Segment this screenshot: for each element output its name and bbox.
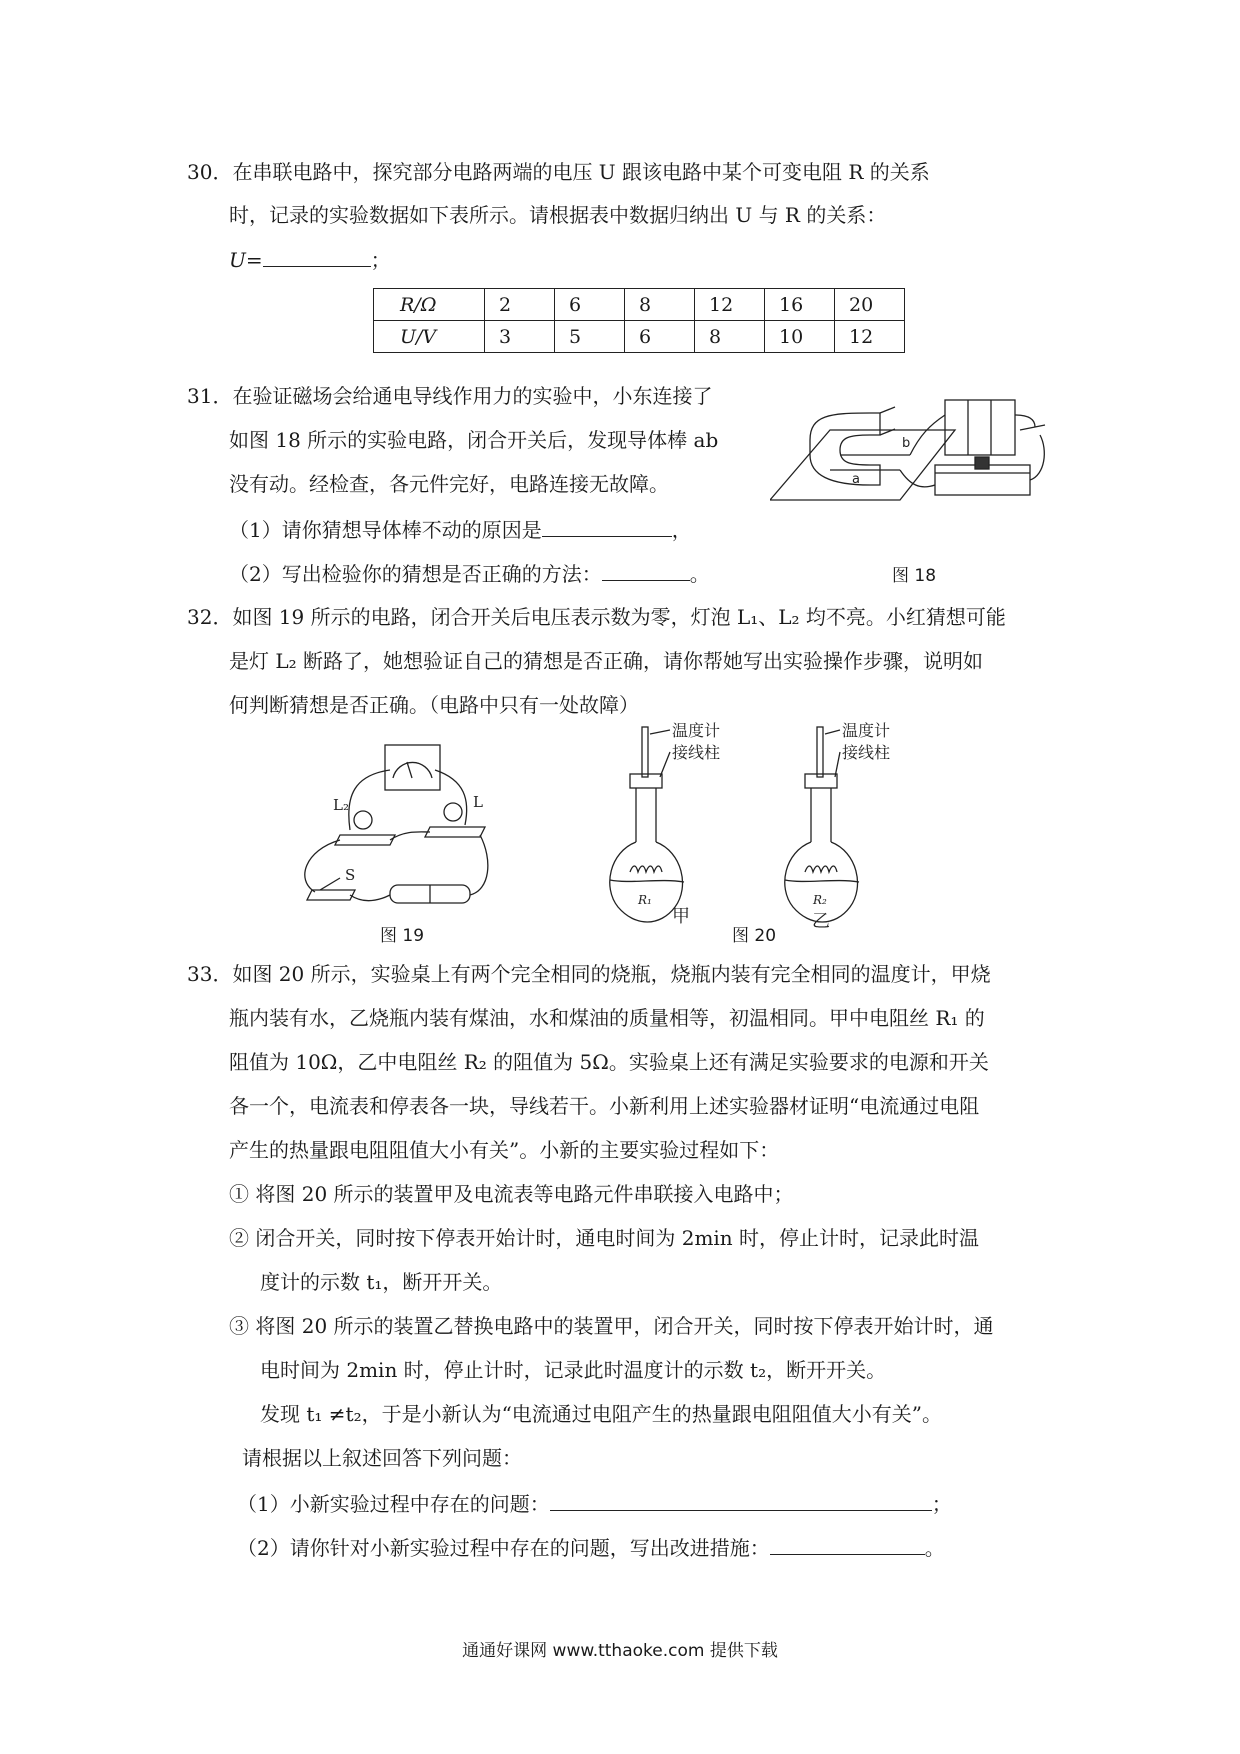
q33-prompt: 请根据以上叙述回答下列问题： bbox=[242, 1446, 522, 1470]
q33-sub1-end: ； bbox=[931, 1492, 952, 1516]
magnet-shape bbox=[810, 413, 880, 485]
q33-sub2-blank[interactable] bbox=[770, 1532, 925, 1555]
q30-answer-prefix: U= bbox=[229, 248, 263, 272]
table-cell: 5 bbox=[555, 321, 625, 353]
thermometer-jia bbox=[642, 727, 648, 777]
q33-line3: 阻值为 10Ω，乙中电阻丝 R₂ 的阻值为 5Ω。实验桌上还有满足实验要求的电源和开关 bbox=[229, 1050, 989, 1074]
bulb-l2-base bbox=[335, 835, 395, 845]
wire bbox=[1030, 435, 1044, 480]
table-cell: 8 bbox=[695, 321, 765, 353]
fig20-label-post-jia: 接线柱 bbox=[672, 743, 721, 762]
pointer bbox=[835, 752, 840, 777]
q30-answer-suffix: ； bbox=[370, 248, 391, 272]
figure-18-apparatus bbox=[770, 395, 1050, 510]
bulb-l2-shape bbox=[354, 811, 372, 829]
table-cell: 3 bbox=[485, 321, 555, 353]
fig19-label-l2: L₂ bbox=[333, 796, 349, 814]
q33-line2: 瓶内装有水，乙烧瓶内装有煤油，水和煤油的质量相等，初温相同。甲中电阻丝 R₁ 的 bbox=[229, 1006, 985, 1030]
table-cell: 10 bbox=[765, 321, 835, 353]
table-row bbox=[374, 321, 905, 353]
table-cell: 16 bbox=[765, 289, 835, 321]
q33-step2b: 度计的示数 t₁，断开开关。 bbox=[260, 1270, 503, 1294]
fig18-label-a: a bbox=[852, 472, 860, 487]
fig18-label-b: b bbox=[902, 436, 911, 451]
q33-line4: 各一个，电流表和停表各一块，导线若干。小新利用上述实验器材证明“电流通过电阻 bbox=[229, 1094, 980, 1118]
wire bbox=[349, 770, 390, 830]
fig20-label-yi: 乙 bbox=[812, 911, 830, 932]
fig20-label-thermo-jia: 温度计 bbox=[672, 722, 721, 740]
pointer bbox=[660, 752, 670, 777]
q31-sub2-end: 。 bbox=[689, 562, 710, 586]
q33-sub1-text: （1）小新实验过程中存在的问题： bbox=[237, 1492, 550, 1516]
fig20-label-jia: 甲 bbox=[672, 906, 690, 927]
figure-19-caption: 图 19 bbox=[380, 926, 425, 946]
q31-sub1-end: ， bbox=[671, 518, 692, 542]
q31-sub2-blank[interactable] bbox=[602, 558, 690, 581]
coil-jia bbox=[630, 866, 662, 872]
fig19-label-l: L bbox=[473, 793, 483, 811]
table-row-head: U/V bbox=[374, 321, 485, 353]
figure-20-caption: 图 20 bbox=[732, 926, 777, 946]
table-row-head: R/Ω bbox=[374, 289, 485, 321]
pointer bbox=[650, 730, 670, 734]
figure-19-circuit bbox=[295, 740, 495, 915]
stopper-yi bbox=[805, 774, 837, 788]
fig20-label-r2: R₂ bbox=[813, 893, 827, 907]
battery-shape bbox=[945, 400, 1015, 455]
q33-step3b: 电时间为 2min 时，停止计时，记录此时温度计的示数 t₂，断开开关。 bbox=[260, 1358, 887, 1382]
q31-line1: 31．在验证磁场会给通电导线作用力的实验中，小东连接了 bbox=[187, 384, 713, 408]
q32-line3: 何判断猜想是否正确。（电路中只有一处故障） bbox=[229, 693, 639, 717]
q33-line1: 33．如图 20 所示，实验桌上有两个完全相同的烧瓶，烧瓶内装有完全相同的温度计，甲烧 bbox=[187, 962, 991, 986]
rheostat-slider bbox=[975, 457, 989, 469]
q30-answer-blank[interactable] bbox=[263, 244, 371, 267]
q31-sub1 bbox=[229, 514, 692, 544]
fig20-label-post-yi: 接线柱 bbox=[842, 743, 891, 762]
table-row bbox=[374, 289, 905, 321]
q30-line1: 30．在串联电路中，探究部分电路两端的电压 U 跟该电路中某个可变电阻 R 的关系 bbox=[187, 160, 930, 184]
bulb-l-base bbox=[425, 827, 485, 837]
q30-data-table bbox=[373, 288, 905, 353]
fig19-label-s: S bbox=[345, 866, 356, 884]
q31-sub2 bbox=[229, 558, 710, 588]
page-footer: 通通好课网 www.tthaoke.com 提供下载 bbox=[462, 1641, 778, 1661]
table-cell: 6 bbox=[555, 289, 625, 321]
q33-sub2-end: 。 bbox=[924, 1536, 945, 1560]
q33-sub1-blank[interactable] bbox=[550, 1488, 932, 1511]
table-cell: 8 bbox=[625, 289, 695, 321]
q32-line1: 32．如图 19 所示的电路，闭合开关后电压表示数为零，灯泡 L₁、L₂ 均不亮。小红猜想可能 bbox=[187, 605, 1006, 629]
wire bbox=[350, 895, 390, 901]
q31-sub2-text: （2）写出检验你的猜想是否正确的方法： bbox=[229, 562, 602, 586]
magnet-edge bbox=[880, 407, 895, 413]
q30-answer bbox=[229, 244, 391, 274]
table-cell: 12 bbox=[695, 289, 765, 321]
wire bbox=[1015, 415, 1035, 427]
table-cell: 2 bbox=[485, 289, 555, 321]
figure-18-caption: 图 18 bbox=[892, 566, 937, 586]
q33-line5: 产生的热量跟电阻阻值大小有关”。小新的主要实验过程如下： bbox=[229, 1138, 780, 1162]
switch-lever bbox=[1020, 425, 1045, 430]
pointer bbox=[825, 730, 840, 734]
switch-lever bbox=[320, 878, 340, 890]
fig20-label-r1: R₁ bbox=[638, 893, 652, 907]
q33-sub2 bbox=[237, 1532, 945, 1562]
q31-line3: 没有动。经检查，各元件完好，电路连接无故障。 bbox=[229, 472, 669, 496]
q30-line2: 时，记录的实验数据如下表所示。请根据表中数据归纳出 U 与 R 的关系： bbox=[229, 203, 887, 227]
q33-sub2-text: （2）请你针对小新实验过程中存在的问题，写出改进措施： bbox=[237, 1536, 770, 1560]
q33-step1: ① 将图 20 所示的装置甲及电流表等电路元件串联接入电路中； bbox=[229, 1182, 794, 1206]
bulb-l-shape bbox=[444, 803, 462, 821]
table-cell: 6 bbox=[625, 321, 695, 353]
liquid-jia bbox=[610, 880, 684, 882]
voltmeter-shape bbox=[385, 745, 440, 790]
table-cell: 20 bbox=[835, 289, 905, 321]
q33-sub1 bbox=[237, 1488, 952, 1518]
liquid-yi bbox=[785, 880, 859, 882]
table-cell: 12 bbox=[835, 321, 905, 353]
thermometer-yi bbox=[817, 727, 823, 777]
stopper-jia bbox=[630, 774, 662, 788]
wire bbox=[390, 832, 430, 840]
q31-sub1-blank[interactable] bbox=[542, 514, 672, 537]
q32-line2: 是灯 L₂ 断路了，她想验证自己的猜想是否正确，请你帮她写出实验操作步骤，说明如 bbox=[229, 649, 984, 673]
q33-step3a: ③ 将图 20 所示的装置乙替换电路中的装置甲，闭合开关，同时按下停表开始计时，通 bbox=[229, 1314, 994, 1338]
q33-finding: 发现 t₁ ≠t₂，于是小新认为“电流通过电阻产生的热量跟电阻阻值大小有关”。 bbox=[260, 1402, 943, 1426]
q31-line2: 如图 18 所示的实验电路，闭合开关后，发现导体棒 ab bbox=[229, 428, 719, 452]
coil-yi bbox=[805, 866, 837, 872]
wire bbox=[305, 840, 340, 892]
q31-sub1-text: （1）请你猜想导体棒不动的原因是 bbox=[229, 518, 542, 542]
fig20-label-thermo-yi: 温度计 bbox=[842, 722, 891, 740]
voltmeter-dial bbox=[393, 762, 432, 778]
flask-yi-shape bbox=[785, 842, 858, 922]
wire bbox=[470, 835, 488, 895]
figure-20-flasks bbox=[590, 722, 920, 937]
voltmeter-needle bbox=[407, 762, 412, 778]
q33-step2a: ② 闭合开关，同时按下停表开始计时，通电时间为 2min 时，停止计时，记录此时温 bbox=[229, 1226, 980, 1250]
